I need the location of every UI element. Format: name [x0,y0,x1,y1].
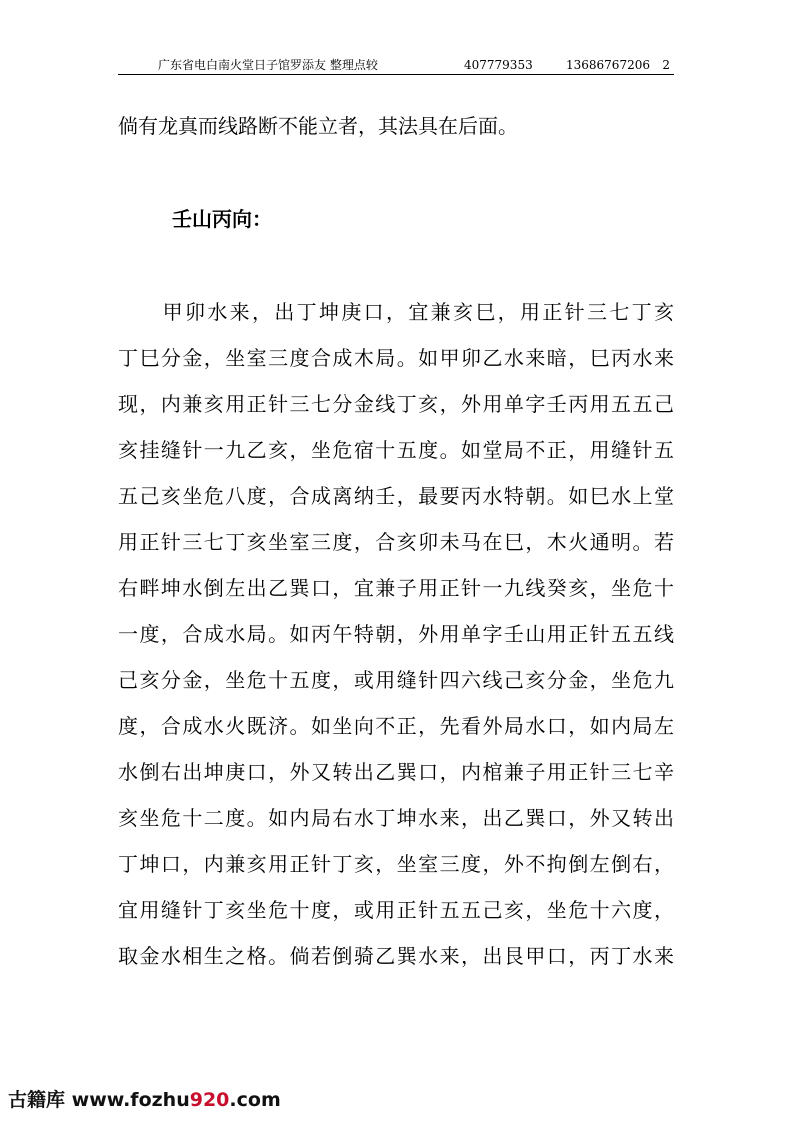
intro-line: 倘有龙真而线路断不能立者，其法具在后面。 [118,114,518,138]
paragraph-line: 亥挂缝针一九乙亥，坐危宿十五度。如堂局不正，用缝针五 [118,438,674,462]
paragraph-line: 现，内兼亥用正针三七分金线丁亥，外用单字壬丙用五五己 [118,392,674,416]
paragraph-line: 五己亥坐危八度，合成离纳壬，最要丙水特朝。如巳水上堂 [118,484,674,508]
paragraph-line: 右畔坤水倒左出乙巽口，宜兼子用正针一九线癸亥，坐危十 [118,576,674,600]
header-org: 广东省电白南火堂日子馆 [158,58,291,72]
header-phone-2: 13686767206 [566,58,650,72]
paragraph-line: 一度，合成水局。如丙午特朝，外用单字壬山用正针五五线 [118,622,674,646]
paragraph-line: 水倒右出坤庚口，外又转出乙巽口，内棺兼子用正针三七辛 [118,760,674,784]
paragraph-line: 取金水相生之格。倘若倒骑乙巽水来，出艮甲口，丙丁水来 [118,944,674,968]
footer-url-number: 920 [189,1089,230,1111]
footer-watermark [8,1087,281,1113]
paragraph-line: 亥坐危十二度。如内局右水丁坤水来，出乙巽口，外又转出 [118,806,674,830]
footer-url-prefix: www.fozhu [71,1089,190,1111]
header-editor: 罗添友 整理点较 [290,58,378,72]
header-phone-1: 407779353 [464,58,533,72]
footer-site-name: 古籍库 [8,1089,66,1111]
paragraph-line: 甲卯水来，出丁坤庚口，宜兼亥巳，用正针三七丁亥 [118,300,674,324]
paragraph-line: 宜用缝针丁亥坐危十度，或用正针五五己亥，坐危十六度， [118,898,674,922]
page-header [118,57,674,75]
paragraph-line: 丁巳分金，坐室三度合成木局。如甲卯乙水来暗，巳丙水来 [118,346,674,370]
paragraph-line: 己亥分金，坐危十五度，或用缝针四六线己亥分金，坐危九 [118,668,674,692]
section-heading: 壬山丙向： [172,207,272,231]
paragraph-line: 用正针三七丁亥坐室三度，合亥卯未马在巳，木火通明。若 [118,530,674,554]
page-number: 2 [662,58,670,72]
header-divider [118,74,674,75]
paragraph-line: 丁坤口，内兼亥用正针丁亥，坐室三度，外不拘倒左倒右， [118,852,674,876]
footer-url-suffix: .com [229,1089,281,1111]
paragraph-line: 度，合成水火既济。如坐向不正，先看外局水口，如内局左 [118,714,674,738]
